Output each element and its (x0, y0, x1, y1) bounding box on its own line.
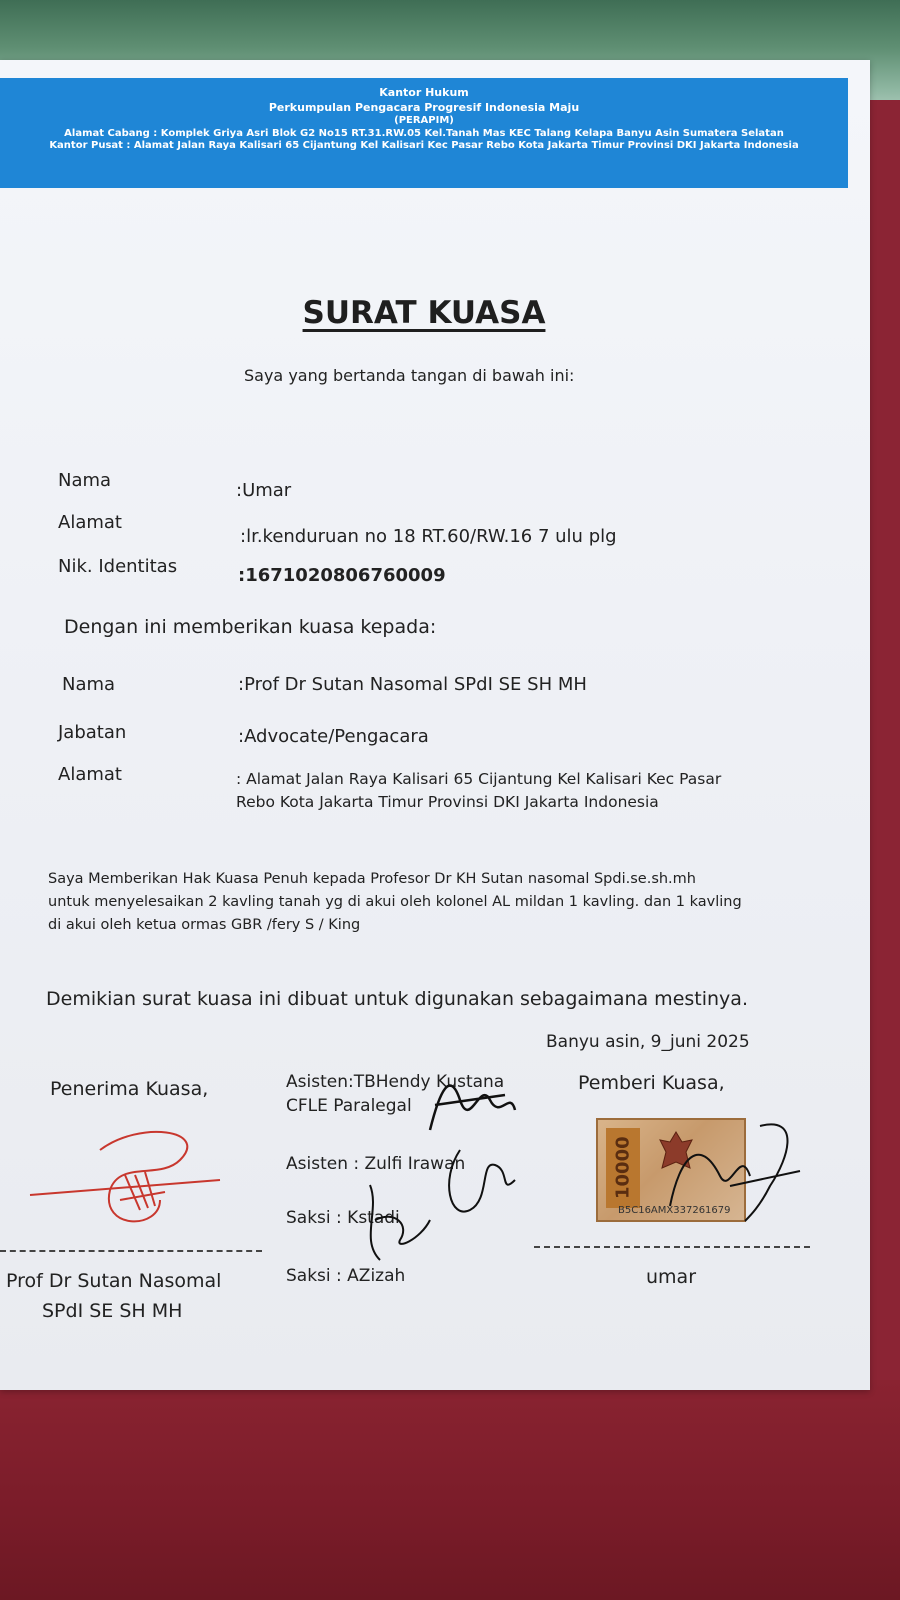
assistant1-line2: CFLE Paralegal (286, 1096, 412, 1116)
document-page (0, 60, 870, 1390)
document-title: SURAT KUASA (302, 295, 546, 331)
grantor-address-label: Alamat (58, 512, 122, 533)
stamp-code: B5C16AMX337261679 (618, 1205, 731, 1216)
intro-text: Saya yang bertanda tangan di bawah ini: (244, 366, 575, 385)
receiver-signature (30, 1120, 230, 1240)
witness1: Saksi : Kstadi (286, 1208, 400, 1228)
letterhead-branch-address: Alamat Cabang : Komplek Griya Asri Blok G2 No15 RT.31.RW.05 Kel.Tanah Mas KEC Talang Kelapa Banyu Asin Sumatera Selatan (64, 128, 784, 139)
letterhead (0, 78, 848, 188)
grantor-name-value: :Umar (236, 480, 292, 501)
grantor-name-label: Nama (58, 470, 112, 491)
grantee-name-value: :Prof Dr Sutan Nasomal SPdI SE SH MH (238, 674, 587, 695)
section-heading: Dengan ini memberikan kuasa kepada: (64, 616, 437, 638)
background-cloth-bottom (0, 1380, 900, 1600)
assistant1-signature (420, 1070, 520, 1140)
receiver-signature-line (0, 1250, 262, 1252)
assistant2: Asisten : Zulfi Irawan (286, 1154, 466, 1174)
body-line-3: di akui oleh ketua ormas GBR /fery S / King (48, 917, 361, 933)
letterhead-office: Kantor Hukum (379, 86, 469, 99)
assistant1-line1: Asisten:TBHendy Kustana (286, 1072, 505, 1092)
assistant2-signature (440, 1140, 520, 1220)
body-line-1: Saya Memberikan Hak Kuasa Penuh kepada Profesor Dr KH Sutan nasomal Spdi.se.sh.mh (48, 871, 696, 887)
grantee-address-line1: : Alamat Jalan Raya Kalisari 65 Cijantung Kel Kalisari Kec Pasar (236, 770, 722, 788)
giver-signature-line (534, 1246, 810, 1248)
grantee-address-label: Alamat (58, 764, 122, 785)
giver-name: umar (646, 1266, 697, 1288)
grantee-address-line2: Rebo Kota Jakarta Timur Provinsi DKI Jakarta Indonesia (236, 793, 659, 811)
place-date: Banyu asin, 9_juni 2025 (546, 1032, 750, 1052)
receiver-label: Penerima Kuasa, (50, 1078, 209, 1100)
grantor-id-label: Nik. Identitas (58, 556, 178, 577)
giver-label: Pemberi Kuasa, (578, 1072, 725, 1094)
grantor-address-value: :lr.kenduruan no 18 RT.60/RW.16 7 ulu plg (240, 526, 617, 547)
grantor-id-value: :1671020806760009 (238, 565, 446, 586)
letterhead-head-office-address: Kantor Pusat : Alamat Jalan Raya Kalisari 65 Cijantung Kel Kalisari Kec Pasar Rebo Kota Jakarta Timur Provinsi DKI Jakarta Indonesia (49, 140, 799, 151)
letterhead-organization: Perkumpulan Pengacara Progresif Indonesia Maju (268, 101, 580, 114)
grantee-position-value: :Advocate/Pengacara (238, 726, 429, 747)
grantee-name-label: Nama (62, 674, 116, 695)
letterhead-acronym: (PERAPIM) (394, 115, 454, 126)
stamp-value: 10000 (606, 1128, 640, 1208)
giver-signature (660, 1116, 810, 1226)
witness1-signature (350, 1180, 440, 1270)
grantee-position-label: Jabatan (58, 722, 127, 743)
closing-statement: Demikian surat kuasa ini dibuat untuk digunakan sebagaimana mestinya. (46, 988, 748, 1010)
body-paragraph (48, 868, 788, 937)
body-line-2: untuk menyelesaikan 2 kavling tanah yg di akui oleh kolonel AL mildan 1 kavling. dan 1 kavling (48, 894, 742, 910)
witness2: Saksi : AZizah (286, 1266, 406, 1286)
receiver-name-line2: SPdI SE SH MH (42, 1300, 183, 1322)
receiver-name-line1: Prof Dr Sutan Nasomal (6, 1270, 222, 1292)
